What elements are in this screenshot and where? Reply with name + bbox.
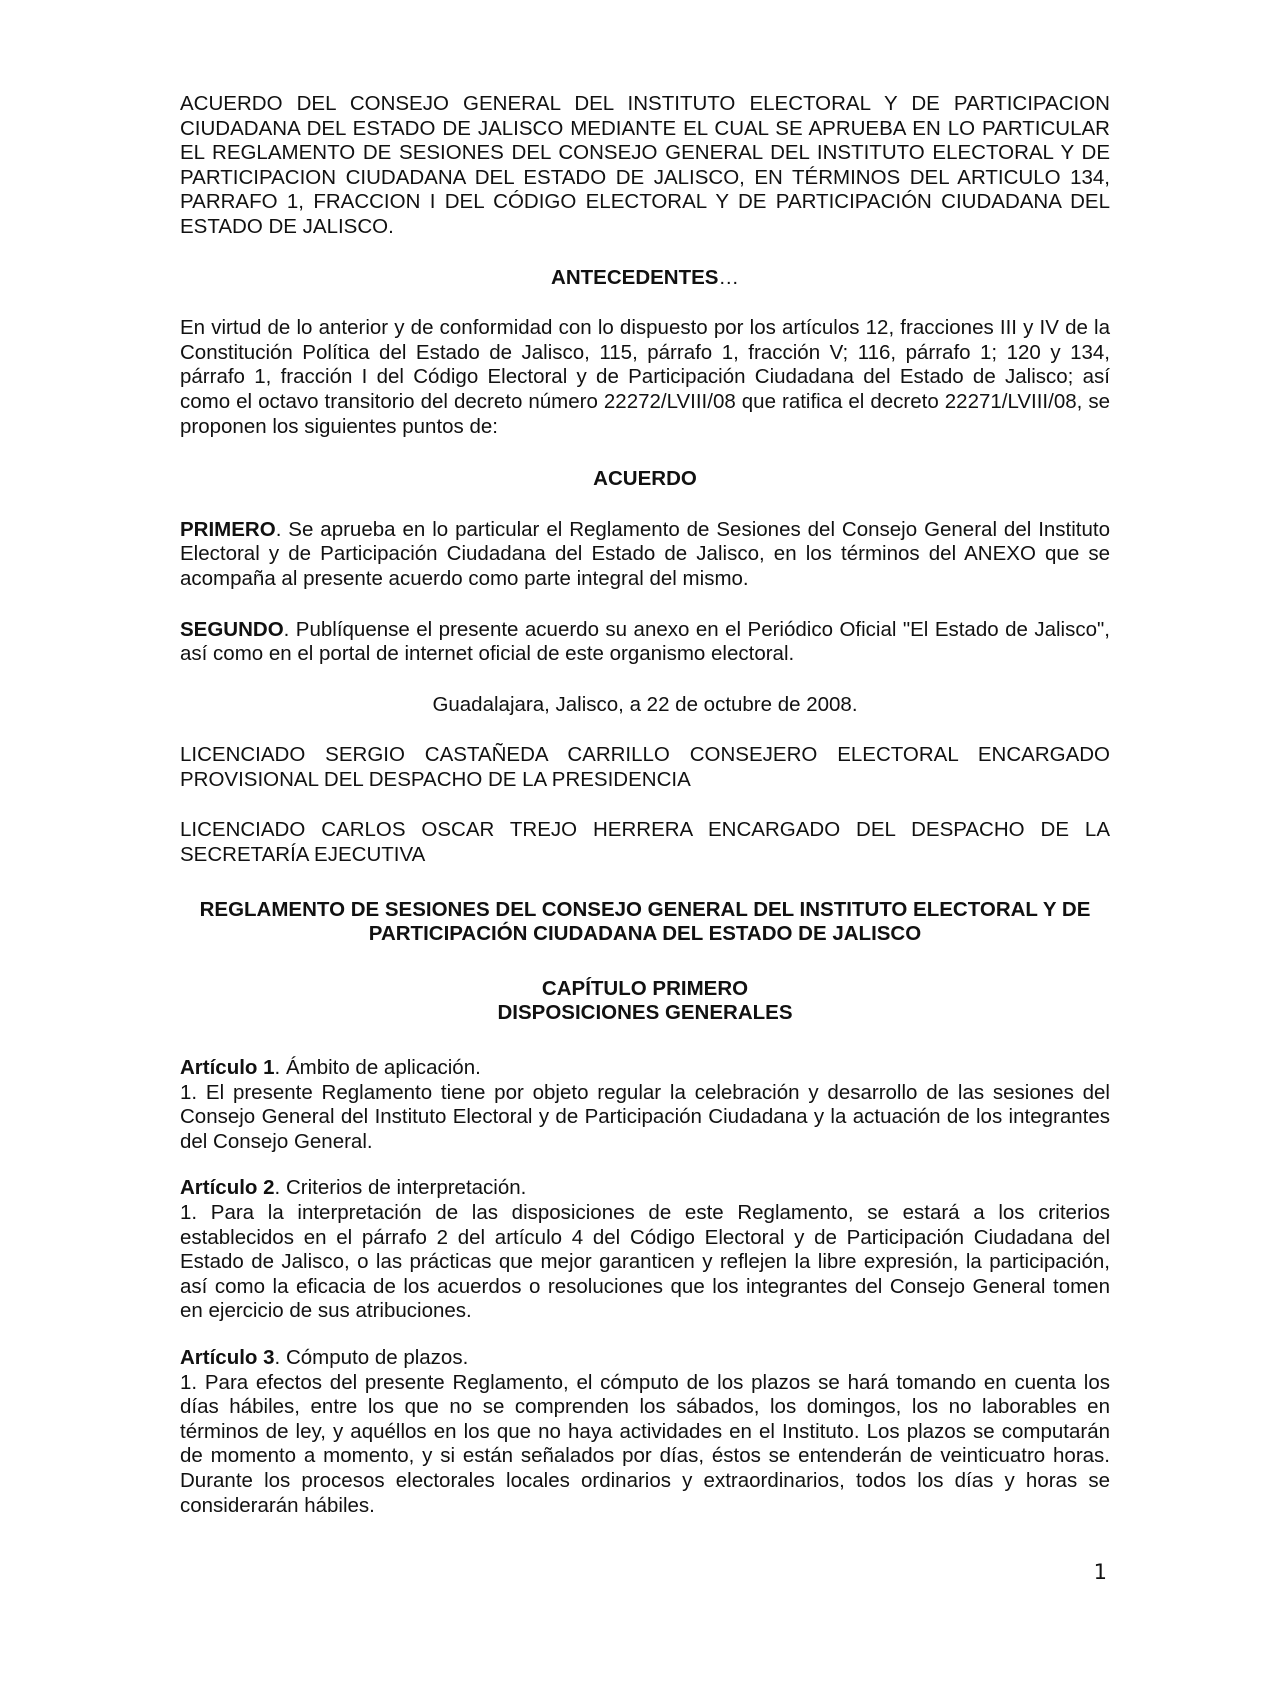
chapter-title: DISPOSICIONES GENERALES [497,1001,793,1025]
article-1 [180,1056,1110,1154]
antecedentes-paragraph: En virtud de lo anterior y de conformidad con lo dispuesto por los artículos 12, fracciones III y IV de la Constitución Política del Estado de Jalisco, 115, párrafo 1, fracción V; 116, párrafo 1; 120 y 134, párrafo 1, fracción I del Código Electoral y de Participación Ciudadana del Estado de Jalisco; así como el octavo transitorio del decreto número 22272/LVIII/08 que ratifica el decreto 22271/LVIII/08, se proponen los siguientes puntos de: [180,316,1110,438]
acuerdo-heading: ACUERDO [593,467,697,491]
page-number: 1 [1093,1560,1107,1584]
place-date: Guadalajara, Jalisco, a 22 de octubre de 2008. [432,692,858,716]
antecedentes-heading [180,266,1110,291]
article-1-heading-text: . Ámbito de aplicación. [274,1056,481,1080]
chapter-heading: CAPÍTULO PRIMERO [541,976,749,1000]
antecedentes-heading-text: ANTECEDENTES [551,265,719,289]
signatory-1: LICENCIADO SERGIO CASTAÑEDA CARRILLO CONSEJERO ELECTORAL ENCARGADO PROVISIONAL DEL DESPACHO DE LA PRESIDENCIA [180,743,1110,791]
primero-label: PRIMERO [180,517,276,541]
document-title: ACUERDO DEL CONSEJO GENERAL DEL INSTITUTO ELECTORAL Y DE PARTICIPACION CIUDADANA DEL ESTADO DE JALISCO MEDIANTE EL CUAL SE APRUEBA EN LO PARTICULAR EL REGLAMENTO DE SESIONES DEL CONSEJO GENERAL DEL INSTITUTO ELECTORAL Y DE PARTICIPACION CIUDADANA DEL ESTADO DE JALISCO, EN TÉRMINOS DEL ARTICULO 134, PARRAFO 1, FRACCION I DEL CÓDIGO ELECTORAL Y DE PARTICIPACIÓN CIUDADANA DEL ESTADO DE JALISCO. [180,92,1110,238]
reglamento-title: REGLAMENTO DE SESIONES DEL CONSEJO GENERAL DEL INSTITUTO ELECTORAL Y DE PARTICIPACIÓN CIUDADANA DEL ESTADO DE JALISCO [199,897,1091,946]
segundo-label: SEGUNDO [180,617,284,641]
article-3-heading [180,1346,1110,1371]
document-page [180,92,1110,1518]
segundo-paragraph [180,618,1110,667]
article-2-heading-text: . Criterios de interpretación. [274,1176,527,1200]
article-3-label: Artículo 3 [180,1345,275,1369]
article-1-heading [180,1056,1110,1081]
article-2-text: 1. Para la interpretación de las disposiciones de este Reglamento, se estará a los criterios establecidos en el párrafo 2 del artículo 4 del Código Electoral y de Participación Ciudadana del Estado de Jalisco, o las prácticas que mejor garanticen y reflejen la libre expresión, la participación, así como la eficacia de los acuerdos o resoluciones que los integrantes del Consejo General tomen en ejercicio de sus atribuciones. [180,1201,1110,1323]
primero-text: . Se aprueba en lo particular el Reglamento de Sesiones del Consejo General del Instituto Electoral y de Participación Ciudadana del Estado de Jalisco, en los términos del ANEXO que se acompaña al presente acuerdo como parte integral del mismo. [180,517,1110,590]
article-2 [180,1176,1110,1324]
article-2-label: Artículo 2 [180,1176,275,1200]
article-1-label: Artículo 1 [180,1056,275,1080]
primero-paragraph [180,518,1110,592]
antecedentes-ellipsis: … [718,265,739,289]
article-3 [180,1346,1110,1518]
signatory-2: LICENCIADO CARLOS OSCAR TREJO HERRERA ENCARGADO DEL DESPACHO DE LA SECRETARÍA EJECUTIVA [180,818,1110,867]
article-3-heading-text: . Cómputo de plazos. [274,1345,469,1369]
segundo-text: . Publíquense el presente acuerdo su anexo en el Periódico Oficial "El Estado de Jalisco", así como en el portal de internet oficial de este organismo electoral. [180,617,1110,666]
article-1-text: 1. El presente Reglamento tiene por objeto regular la celebración y desarrollo de las sesiones del Consejo General del Instituto Electoral y de Participación Ciudadana y la actuación de los integrantes del Consejo General. [180,1080,1110,1153]
article-3-text: 1. Para efectos del presente Reglamento, el cómputo de los plazos se hará tomando en cuenta los días hábiles, entre los que no se comprenden los sábados, los domingos, los no laborables en términos de ley, y aquéllos en los que no haya actividades en el Instituto. Los plazos se computarán de momento a momento, y si están señalados por días, éstos se entenderán de veinticuatro horas. Durante los procesos electorales locales ordinarios y extraordinarios, todos los días y horas se considerarán hábiles. [180,1370,1110,1517]
article-2-heading [180,1176,1110,1201]
